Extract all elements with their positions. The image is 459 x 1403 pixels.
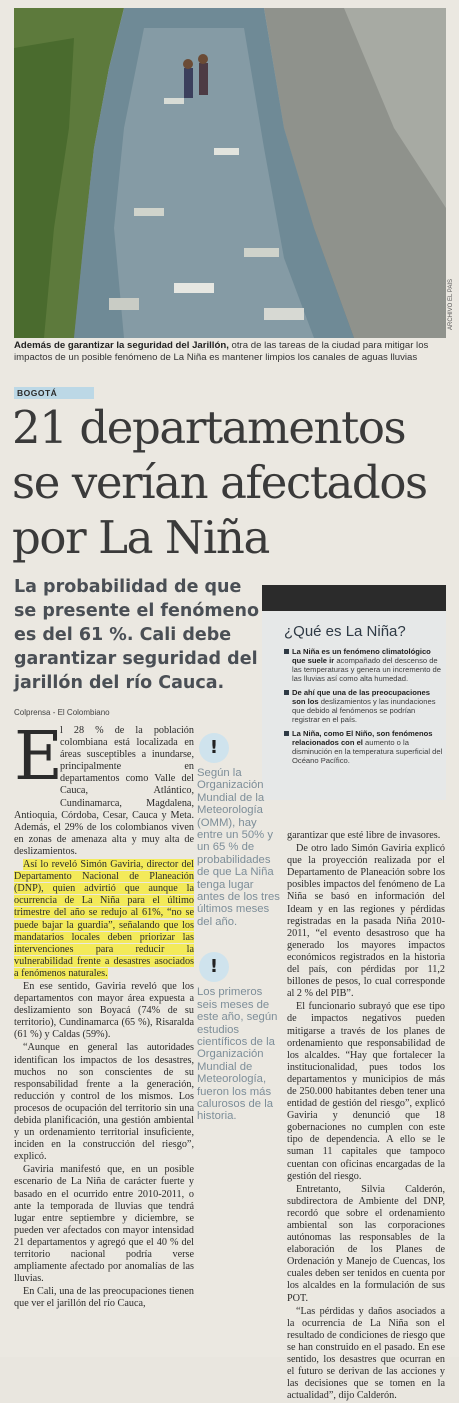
facts-column <box>197 733 282 1123</box>
exclamation-icon: ! <box>199 952 229 982</box>
paragraph: El funcionario subrayó que ese tipo de impactos negativos pueden mitigarse a través de los planes de ordenamiento que responsabilidad de los alcaldes. “Hay que fortalecer la institucionalidad, pues todos los departamentos y municipios de más de 250.000 habitantes deben tener una entidad de gestión del riesgo”, explicó Gaviria y denunció que 18 gobernaciones no cumplen con este tipo de dependencia. A ello se le suman 11 capitales que tampoco cuentan con oficinas encargadas de la gestión del riesgo. <box>287 1001 445 1182</box>
subhead: La probabilidad de que se presente el fenómeno es del 61 %. Cali debe garantizar seguridad del jarillón del río Cauca. <box>14 577 259 693</box>
sidebar-item-text: acompañado del descenso de las temperaturas y genera un incremento de las lluvias así como alta humedad. <box>292 656 442 683</box>
sidebar-band <box>262 585 446 611</box>
sidebar-item-text: aumento o la disminución en la temperatura superficial del Océano Pacífico. <box>292 738 443 765</box>
article-column-1 <box>14 717 194 1312</box>
sidebar-item <box>284 647 444 683</box>
headline: 21 departamentos se verían afectados por La Niña <box>12 401 427 564</box>
article-column-3 <box>287 830 445 1403</box>
paragraph: l 28 % de la población colombiana está localizada en áreas susceptibles a inundarse, principalmente en departamentos como Valle del Cauca, Atlántico, Cundinamarca, Magdalena, Antioquia, Córdoba, Cesar, Cauca y Meta. Además, el 29% de los colombianos viven en zonas de amenaza alta y muy alta de deslizamientos. <box>14 725 194 857</box>
paragraph: Entretanto, Silvia Calderón, subdirectora de Ambiente del DNP, recordó que sobre el ordenamiento ambiental son las corporaciones autónomas las responsables de la elaboración de los Planes de Ordenación y Manejo de Cuencas, los cuales deben ser tenidos en cuenta por los alcaldes en la formulación de sus POT. <box>287 1183 445 1304</box>
sidebar-item <box>284 729 444 765</box>
fact-text: Según la Organización Mundial de la Meteorología (OMM), hay entre un 50% y un 65 % de probabilidades de que La Niña tenga lugar antes de los tres últimos meses del año. <box>197 767 280 928</box>
paragraph: “Las pérdidas y daños asociados a la ocurrencia de La Niña son el resultado de condiciones de riesgo que se han construido en el pasado. En ese sentido, los desastres que ocurran en el futuro se derivan de las acciones y las decisiones que se tomen en la actualidad”, dijo Calderón. <box>287 1305 445 1402</box>
sidebar-item <box>284 688 444 724</box>
paragraph: garantizar que esté libre de invasores. <box>287 830 441 841</box>
canal-photo <box>14 8 446 338</box>
highlighted-text: Así lo reveló Simón Gaviria, director del Departamento Nacional de Planeación (DNP), quien advirtió que aunque la ocurrencia de La Niña para el último trimestre del año se redujo al 61%, “no se puede bajar la guardia”, señalando que los mandatarios locales deben priorizar las intervenciones para reducir la vulnerabilidad frente a desastres asociados a fenómenos naturales. <box>14 859 194 979</box>
paragraph <box>14 859 194 980</box>
paragraph: En ese sentido, Gaviria reveló que los departamentos con mayor área expuesta a deslizamiento son Boyacá (74% de su territorio), Cundinamarca (65 %), Risaralda (61 %) y Caldas (59%). <box>14 980 194 1041</box>
exclamation-icon: ! <box>199 733 229 763</box>
sidebar-title: ¿Qué es La Niña? <box>284 623 406 640</box>
info-sidebar <box>262 585 446 800</box>
photo-caption <box>14 340 446 364</box>
canal-illustration <box>14 8 446 338</box>
section-tag: BOGOTÁ <box>14 387 94 399</box>
sidebar-item-lead: La Niña es un fenómeno climatológico que suele ir <box>292 647 431 665</box>
paragraph: Gaviria manifestó que, en un posible escenario de La Niña de carácter fuerte y basado en el ocurrido entre 2010-2011, o ante la temporada de lluvias que tendrá lugar entre septiembre y diciembre, se pueden ver afectados con mayor intensidad 21 departamentos y agregó que el 40 % del territorio nacional podría verse ampliamente afectado por anomalías de las lluvias. <box>14 1164 194 1285</box>
sidebar-list <box>284 647 444 770</box>
sidebar-item-text: deslizamientos y las inundaciones que debido al fenómenos se podrían registrar en el país. <box>292 697 436 724</box>
paragraph: “Aunque en general las autoridades identifican los impactos de los desastres, muchos no son conscientes de su responsabilidad frente a la generación, reducción y control de los mismos. Los procesos de ocupación del territorio sin una debida planificación, una gestión ambiental y un ordenamiento territorial insuficiente, inciden en la construcción del riesgo”, explicó. <box>14 1042 194 1163</box>
caption-text: otra de las tareas de la ciudad para mitigar los impactos de un posible fenómeno de La Niña es mantener limpios los canales de aguas lluvias <box>14 340 429 363</box>
paragraph: En Cali, una de las preocupaciones tienen que ver el jarillón del río Cauca, <box>14 1286 194 1310</box>
paragraph: De otro lado Simón Gaviria explicó que la proyección realizada por el Departamento de Planeación sobre los posibles impactos del fenómeno de La Niña se basó en información del Ideam y en las regiones y pérdidas registradas en la pasada Niña 2010-2011, “el evento desastroso que ha generado los mayores impactos económicos registrados en la historia del país, con pérdidas por 11,2 billones de pesos, lo cual corresponde al 2 % del PIB”. <box>287 843 445 1000</box>
sidebar-item-lead: De ahí que una de las preocupaciones son los <box>292 688 430 706</box>
fact-text: Los primeros seis meses de este año, según estudios científicos de la Organización Mundial de Meteorología, fueron los más calurosos de la historia. <box>197 986 278 1123</box>
sidebar-item-lead: La Niña, como El Niño, son fenómenos relacionados con el <box>292 729 433 747</box>
byline: Colprensa - El Colombiano <box>14 708 110 717</box>
photo-credit: ARCHIVO EL PAÍS <box>448 278 454 330</box>
caption-lead: Además de garantizar la seguridad del Jarillón, <box>14 340 229 351</box>
drop-cap: E <box>14 717 63 795</box>
